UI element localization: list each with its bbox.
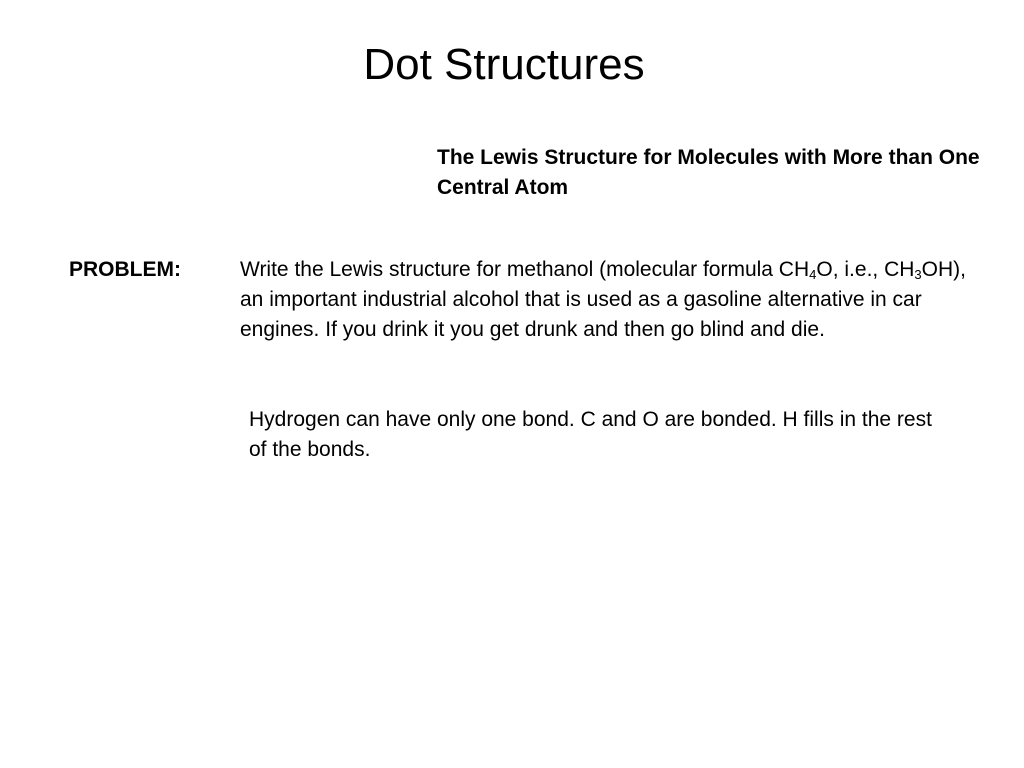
problem-text-part-1: Write the Lewis structure for methanol (molecular formula CH <box>240 258 810 281</box>
slide-subtitle: The Lewis Structure for Molecules with More than One Central Atom <box>437 146 980 199</box>
hint-text: Hydrogen can have only one bond. C and O are bonded. H fills in the rest of the bonds. <box>249 408 932 461</box>
problem-text-part-2: O, i.e., CH <box>816 258 915 281</box>
problem-text-part-3: OH), an important industrial alcohol that is used as a gasoline alternative in car engines. If you drink it you get drunk and then go blind and die. <box>240 258 966 341</box>
slide-title: Dot Structures <box>363 40 645 89</box>
problem-label: PROBLEM: <box>69 258 181 281</box>
problem-text <box>240 255 975 345</box>
subscript-3: 3 <box>914 267 922 282</box>
subscript-4: 4 <box>809 267 817 282</box>
